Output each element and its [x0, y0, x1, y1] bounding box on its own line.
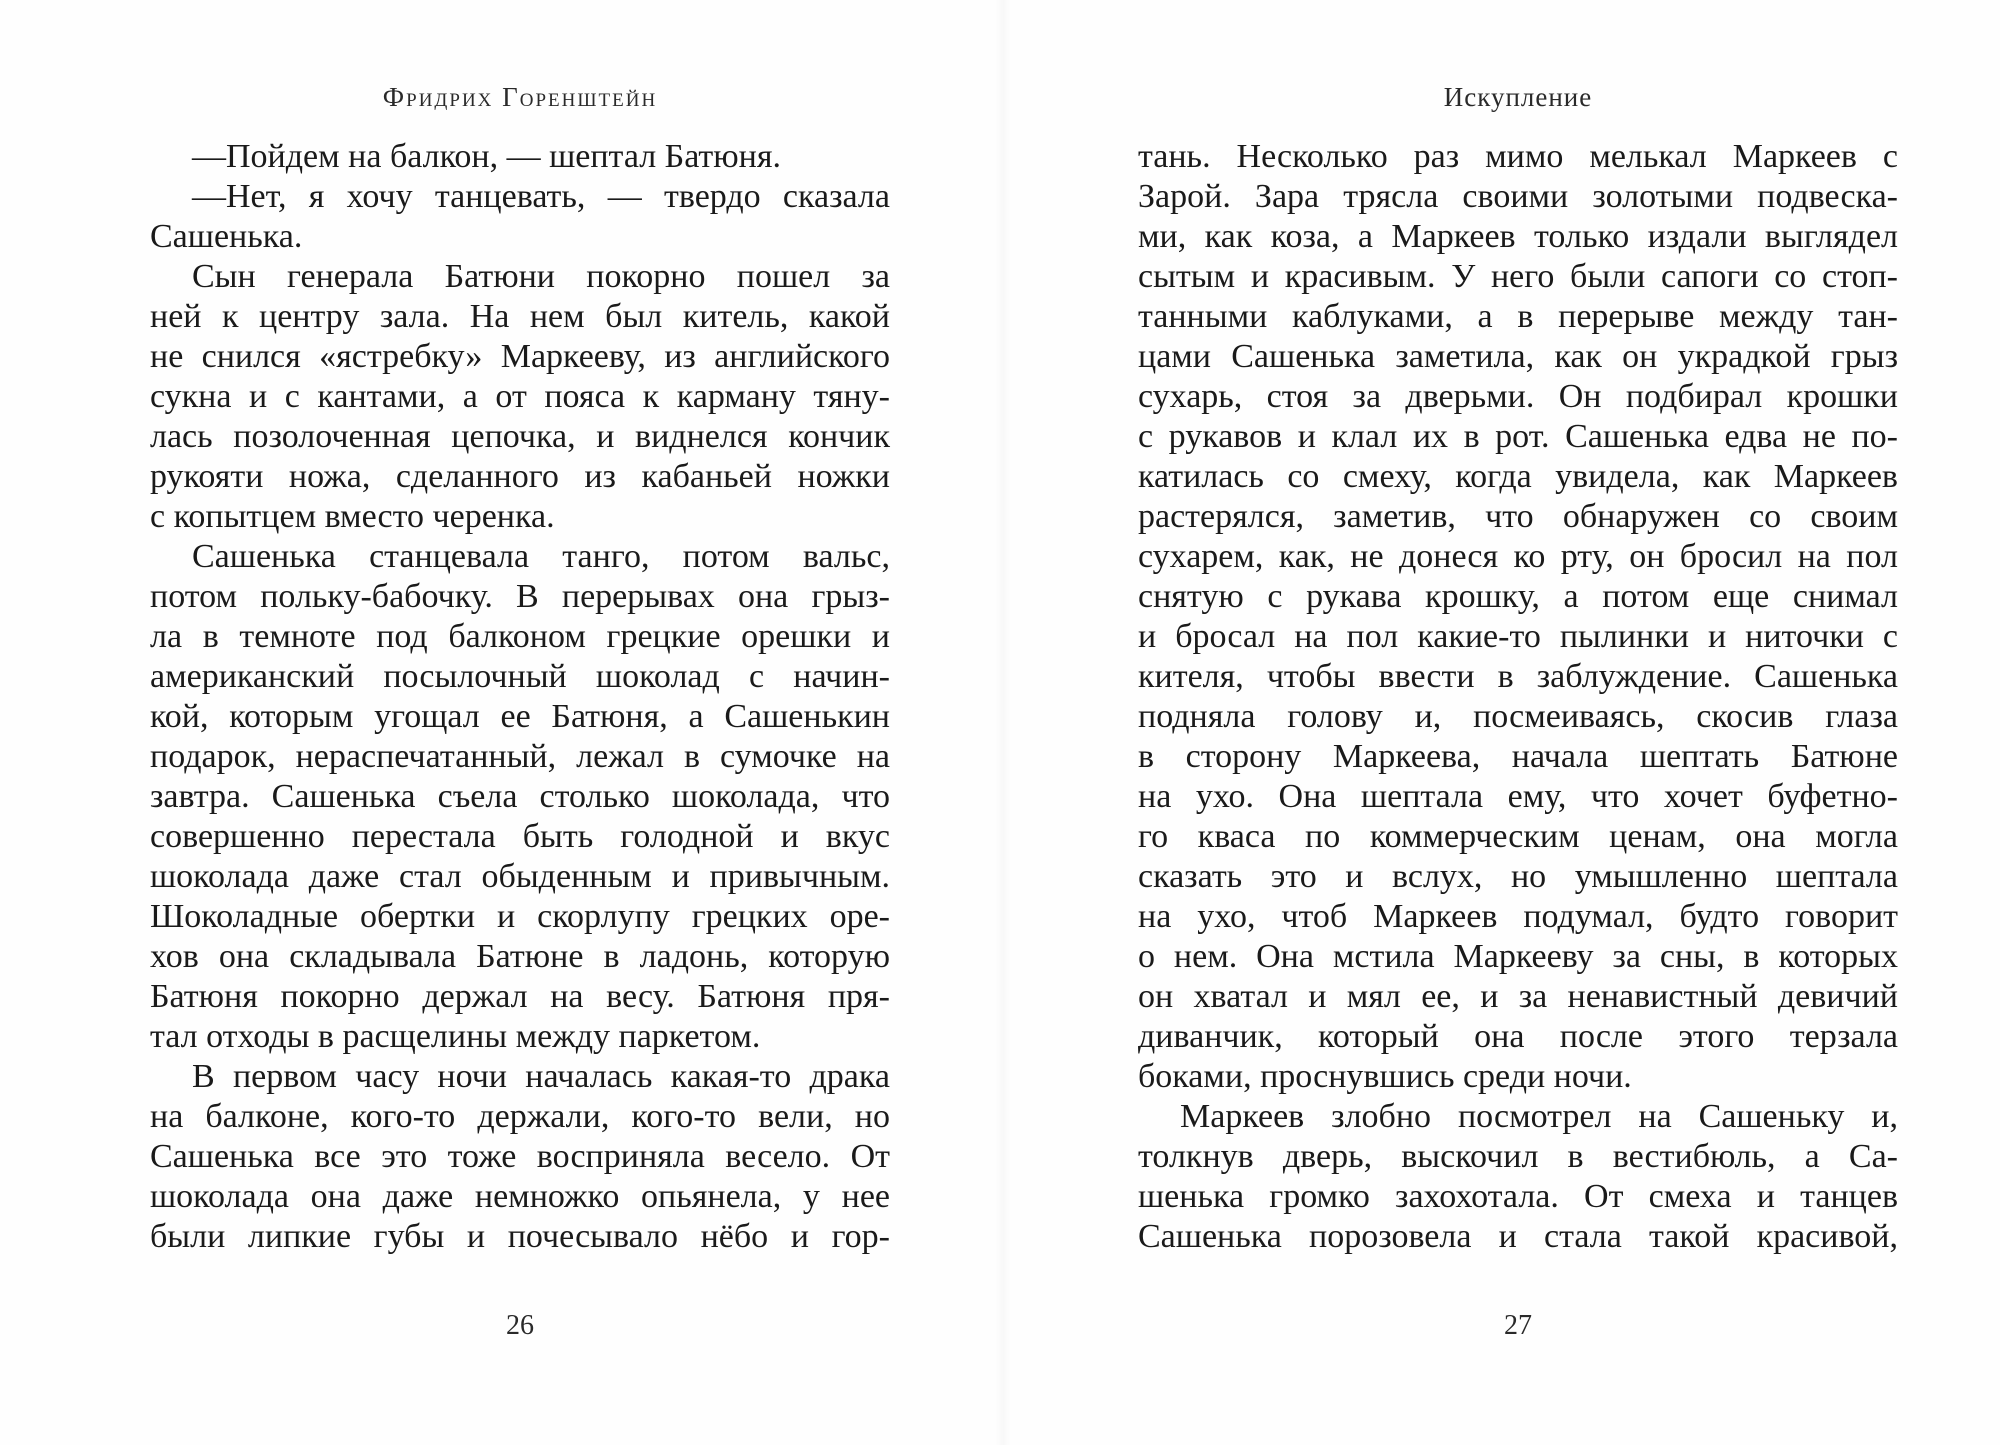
book-gutter — [995, 0, 1011, 1445]
text-line: боками, проснувшись среди ночи. — [1138, 1058, 1632, 1095]
text-line: В первом часу ночи началась какая-то драка — [192, 1058, 890, 1095]
text-line: ла в темноте под балконом грецкие орешки и — [150, 618, 890, 655]
text-line: хов она складывала Батюне в ладонь, которую — [150, 938, 890, 975]
text-line: подарок, нераспечатанный, лежал в сумочке на — [150, 738, 890, 775]
text-line: кителя, чтобы ввести в заблуждение. Сашенька — [1138, 658, 1898, 695]
left-running-head: Фридрих Горенштейн — [382, 82, 658, 112]
text-line: на ухо. Она шептала ему, что хочет буфетно- — [1138, 778, 1898, 815]
text-line: —Нет, я хочу танцевать, — твердо сказала — [192, 178, 890, 215]
text-line: американский посылочный шоколад с начин- — [150, 658, 890, 695]
text-line: на ухо, чтоб Маркеев подумал, будто говорит — [1138, 898, 1898, 935]
text-line: Сашенька порозовела и стала такой красивой, — [1138, 1218, 1898, 1255]
text-line: го кваса по коммерческим ценам, она могла — [1138, 818, 1898, 855]
text-line: сухарь, стоя за дверьми. Он подбирал крошки — [1138, 378, 1898, 415]
text-line: тал отходы в расщелины между паркетом. — [150, 1018, 761, 1055]
text-line: Сашенька все это тоже восприняла весело. От — [150, 1138, 890, 1175]
text-line: сукна и с кантами, а от пояса к карману тяну- — [150, 378, 890, 415]
text-line: с рукавов и клал их в рот. Сашенька едва не по- — [1138, 418, 1898, 455]
text-line: лась позолоченная цепочка, и виднелся кончик — [150, 418, 890, 455]
text-line: и бросал на пол какие-то пылинки и ниточки с — [1138, 618, 1898, 655]
text-line: в сторону Маркеева, начала шептать Батюне — [1138, 738, 1898, 775]
text-line: с копытцем вместо черенка. — [150, 498, 555, 535]
text-line: катилась со смеху, когда увидела, как Маркеев — [1138, 458, 1898, 495]
text-line: подняла голову и, посмеиваясь, скосив глаза — [1138, 698, 1898, 735]
text-line: шенька громко захохотала. От смеха и танцев — [1138, 1178, 1898, 1215]
text-line: диванчик, который она после этого терзала — [1138, 1018, 1898, 1055]
text-line: не снился «ястребку» Маркееву, из английского — [150, 338, 890, 375]
text-line: на балконе, кого-то держали, кого-то вели, но — [150, 1098, 890, 1135]
right-running-head: Искупление — [1443, 82, 1593, 112]
text-line: Шоколадные обертки и скорлупу грецких оре- — [150, 898, 890, 935]
left-page-number: 26 — [506, 1310, 534, 1341]
text-line: кой, которым угощал ее Батюня, а Сашенькин — [150, 698, 890, 735]
text-line: Сын генерала Батюни покорно пошел за — [192, 258, 890, 295]
text-line: ней к центру зала. На нем был китель, какой — [150, 298, 890, 335]
text-line: шоколада даже стал обыденным и привычным. — [150, 858, 890, 895]
right-body-text — [1138, 137, 1898, 1257]
text-line: завтра. Сашенька съела столько шоколада, что — [150, 778, 890, 815]
text-line: ми, как коза, а Маркеев только издали выглядел — [1138, 218, 1898, 255]
text-line: Батюня покорно держал на весу. Батюня пря- — [150, 978, 890, 1015]
text-line: Зарой. Зара трясла своими золотыми подвеска- — [1138, 178, 1898, 215]
right-page — [1138, 0, 1898, 1445]
text-line: сказать это и вслух, но умышленно шептала — [1138, 858, 1898, 895]
text-line: шоколада она даже немножко опьянела, у нее — [150, 1178, 890, 1215]
text-line: —Пойдем на балкон, — шептал Батюня. — [192, 138, 782, 175]
text-line: сухарем, как, не донеся ко рту, он бросил на пол — [1138, 538, 1898, 575]
text-line: о нем. Она мстила Маркееву за сны, в которых — [1138, 938, 1898, 975]
text-line: Маркеев злобно посмотрел на Сашеньку и, — [1180, 1098, 1898, 1135]
right-page-number: 27 — [1504, 1310, 1532, 1341]
text-line: цами Сашенька заметила, как он украдкой грыз — [1138, 338, 1898, 375]
left-body-text — [150, 137, 890, 1257]
text-line: сытым и красивым. У него были сапоги со стоп- — [1138, 258, 1898, 295]
text-line: тань. Несколько раз мимо мелькал Маркеев с — [1138, 138, 1898, 175]
text-line: толкнув дверь, выскочил в вестибюль, а Са- — [1138, 1138, 1898, 1175]
text-line: танными каблуками, а в перерыве между тан- — [1138, 298, 1898, 335]
text-line: совершенно перестала быть голодной и вкус — [150, 818, 890, 855]
text-line: рукояти ножа, сделанного из кабаньей ножки — [150, 458, 890, 495]
text-line: были липкие губы и почесывало нёбо и гор- — [150, 1218, 890, 1255]
text-line: растерялся, заметив, что обнаружен со своим — [1138, 498, 1898, 535]
text-line: снятую с рукава крошку, а потом еще снимал — [1138, 578, 1898, 615]
text-line: он хватал и мял ее, и за ненавистный девичий — [1138, 978, 1898, 1015]
text-line: Сашенька станцевала танго, потом вальс, — [192, 538, 890, 575]
text-line: потом польку-бабочку. В перерывах она грыз- — [150, 578, 890, 615]
text-line: Сашенька. — [150, 218, 303, 255]
left-page — [150, 0, 890, 1445]
